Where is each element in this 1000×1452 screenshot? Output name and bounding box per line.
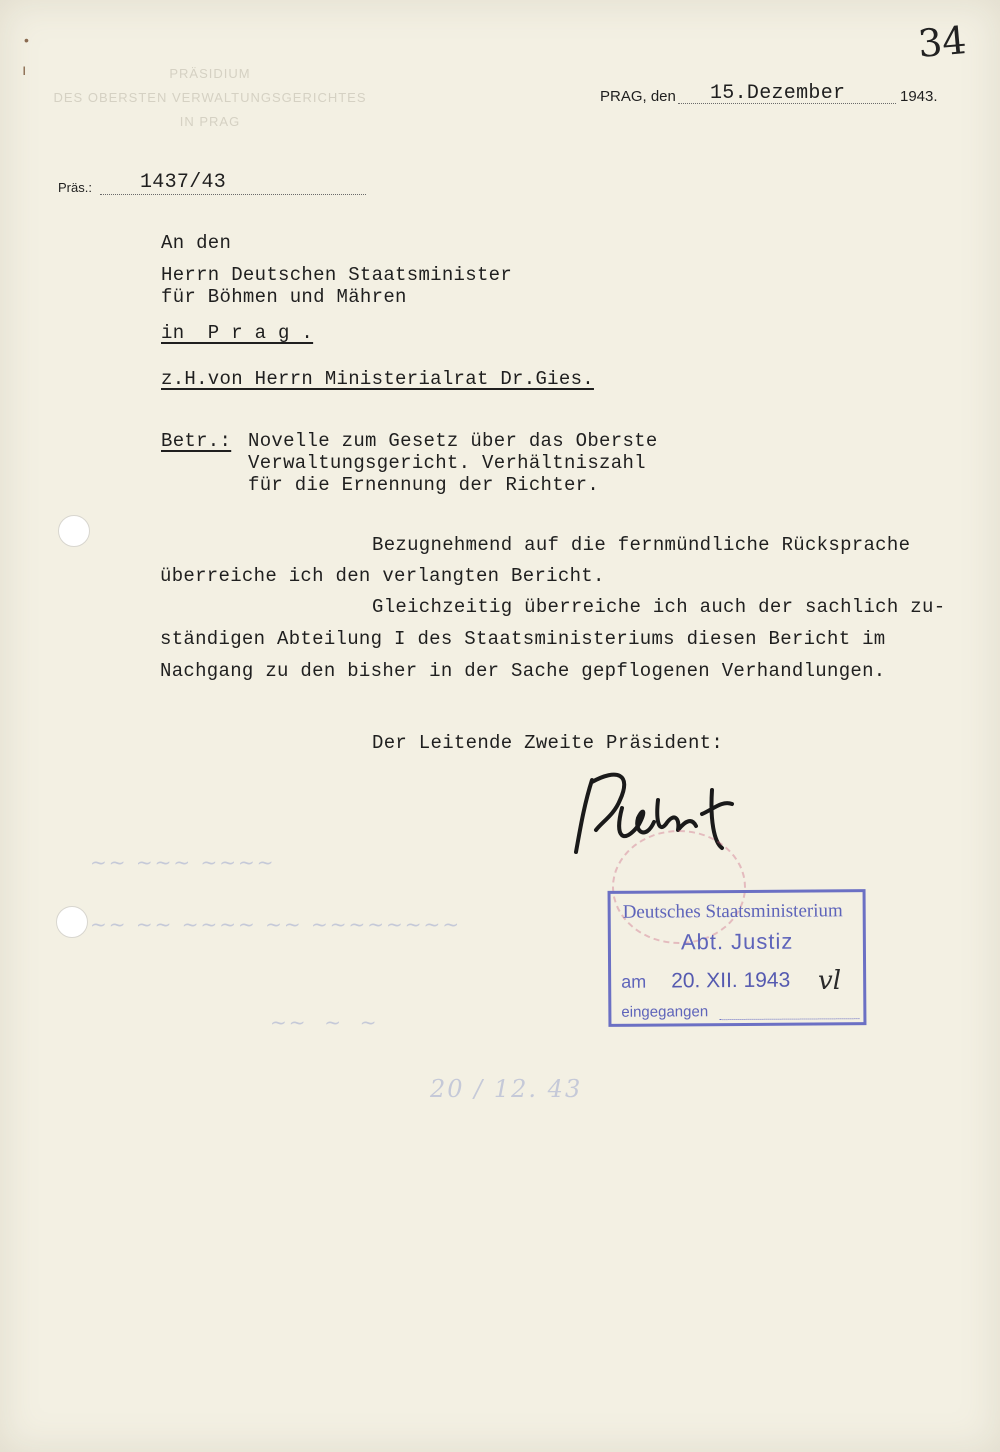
recipient-line: An den: [161, 232, 232, 254]
closing-line: Der Leitende Zweite Präsident:: [372, 732, 724, 754]
pencil-scribble: ~~ ~~ ~~~~ ~~ ~~~~~~~~: [90, 912, 462, 936]
letterhead: [50, 62, 370, 134]
subject-line: Novelle zum Gesetz über das Oberste: [248, 430, 658, 452]
recipient-city: in P r a g .: [161, 322, 314, 344]
pencil-scribble: ~~ ~ ~: [270, 1010, 379, 1034]
receipt-stamp: [608, 889, 867, 1027]
subject-line: für die Ernennung der Richter.: [248, 474, 600, 496]
body-line: überreiche ich den verlangten Bericht.: [160, 565, 605, 587]
date-day-month: 15.Dezember: [710, 82, 846, 105]
body-line: Nachgang zu den bisher in der Sache gepflogenen Verhandlungen.: [160, 660, 886, 682]
letterhead-line: IN PRAG: [179, 114, 241, 129]
stamp-date: 20. XII. 1943: [671, 968, 791, 993]
initials-mark: vl: [818, 966, 842, 996]
date-prefix: PRAG, den: [600, 88, 676, 105]
stamp-ministry: Deutsches Staatsministerium: [622, 900, 843, 923]
recipient-line: Herrn Deutschen Staatsminister: [161, 264, 513, 286]
reference-number: 1437/43: [140, 171, 227, 194]
recipient-attention: z.H.von Herrn Ministerialrat Dr.Gies.: [161, 368, 594, 390]
reference-label: Präs.:: [58, 180, 92, 195]
body-line: Bezugnehmend auf die fernmündliche Rücksprache: [372, 534, 911, 556]
recipient-line: für Böhmen und Mähren: [161, 286, 407, 308]
date-year: 1943.: [900, 88, 938, 105]
letterhead-line: PRÄSIDIUM: [169, 66, 251, 81]
margin-mark: •: [24, 32, 29, 48]
subject-label: Betr.:: [161, 430, 232, 452]
body-line: ständigen Abteilung I des Staatsministeriums diesen Bericht im: [160, 628, 886, 650]
pencil-scribble: ~~ ~~~ ~~~~: [90, 850, 276, 874]
stamp-am-label: am: [621, 971, 647, 992]
letterhead-line: DES OBERSTEN VERWALTUNGSGERICHTES: [53, 90, 367, 105]
body-line: Gleichzeitig überreiche ich auch der sachlich zu-: [372, 596, 946, 618]
punch-hole: [58, 515, 90, 547]
stamp-department: Abt. Justiz: [680, 928, 794, 955]
folio-number: 34: [916, 17, 969, 67]
stamp-received: eingegangen: [621, 1003, 709, 1021]
subject-line: Verwaltungsgericht. Verhältniszahl: [248, 452, 646, 474]
reference-dotted-line: [100, 194, 366, 195]
stamp-dotted-line: [719, 1018, 859, 1020]
pencil-date: 20 / 12. 43: [430, 1075, 583, 1103]
punch-hole: [56, 906, 88, 938]
margin-mark: ı: [22, 62, 27, 79]
